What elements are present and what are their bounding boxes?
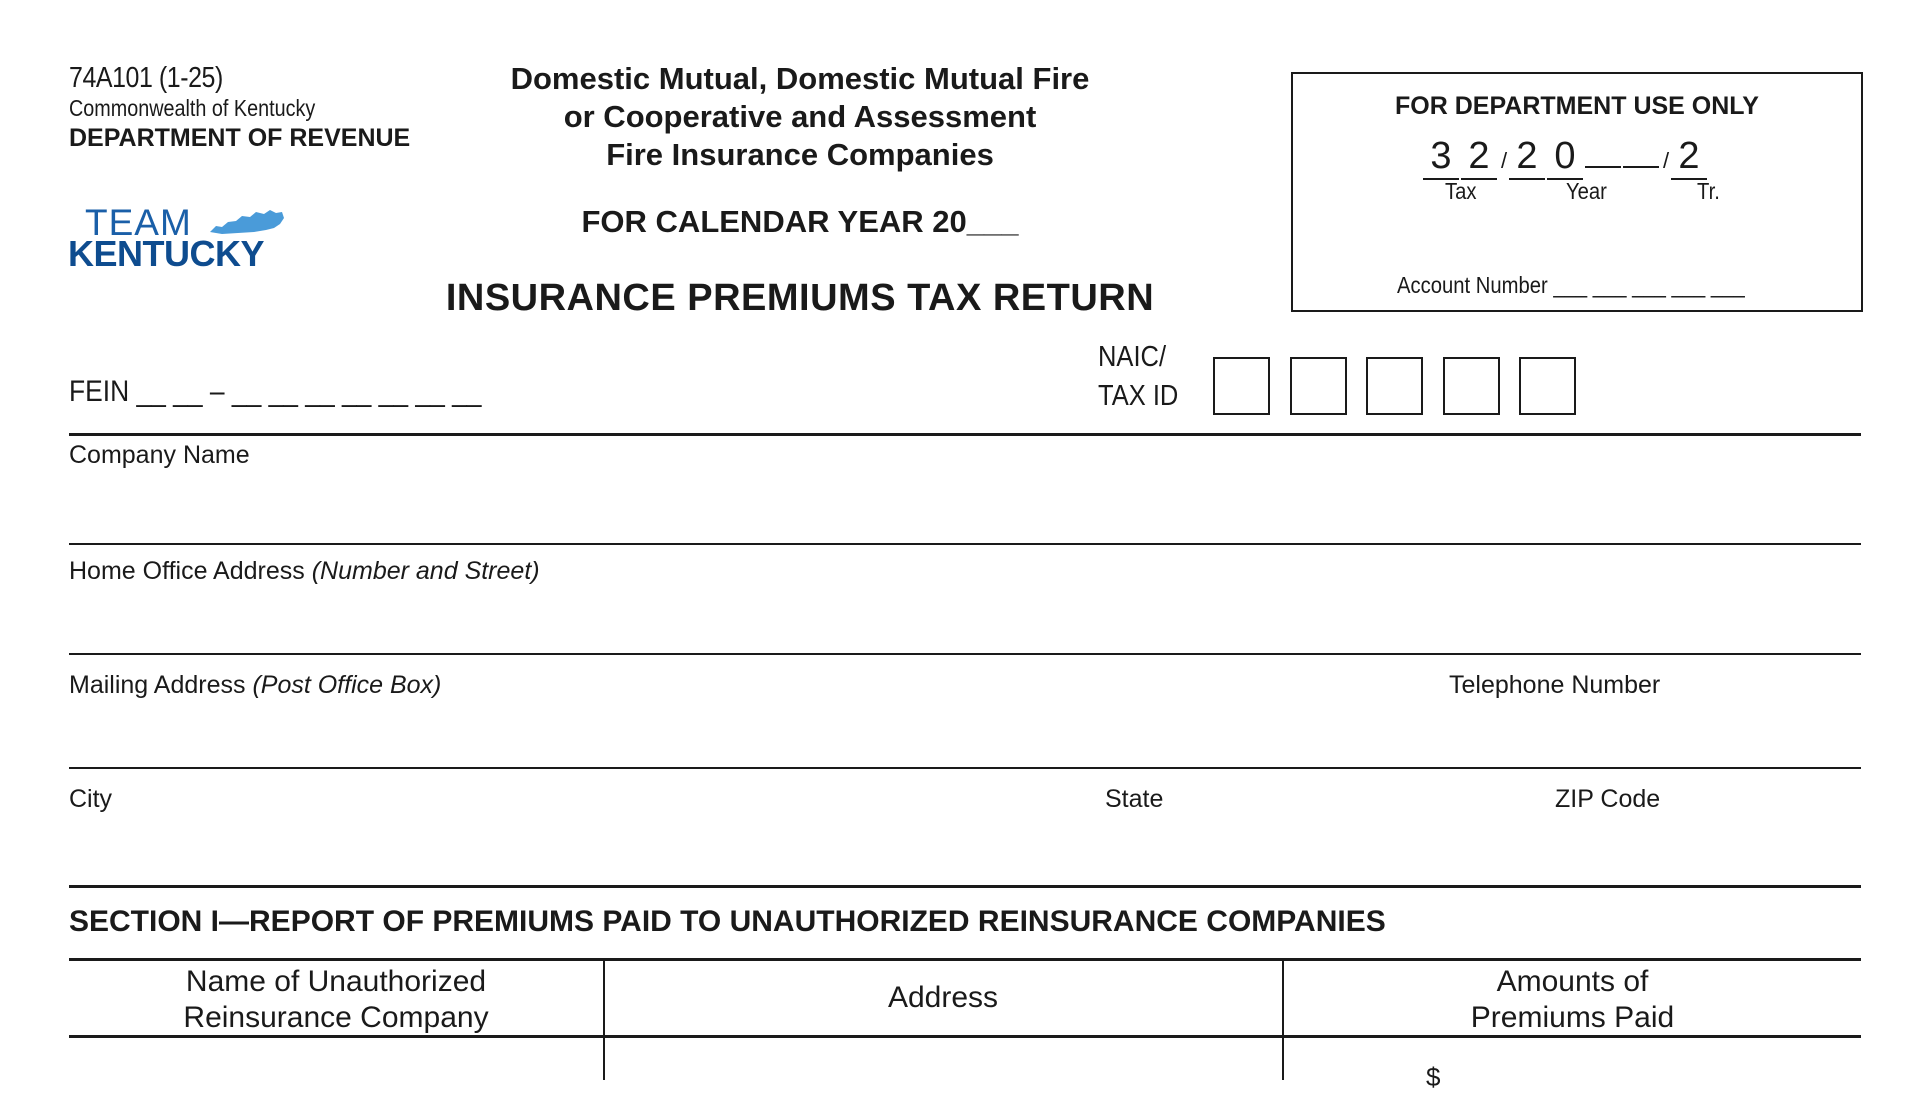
column-divider: [1282, 960, 1284, 1080]
commonwealth-label: Commonwealth of Kentucky: [69, 95, 316, 121]
col1-line-2: Reinsurance Company: [183, 1001, 489, 1034]
home-office-note: (Number and Street): [311, 557, 540, 585]
col1-line-1: Name of Unauthorized: [185, 965, 487, 998]
department-use-box: [1291, 72, 1863, 312]
title-line-3: Fire Insurance Companies: [606, 137, 994, 172]
company-name-line[interactable]: [69, 543, 1861, 545]
title-line-1: Domestic Mutual, Domestic Mutual Fire: [510, 61, 1090, 96]
col3-line-1: Amounts of: [1496, 965, 1649, 998]
logo-kentucky-text: KENTUCKY: [68, 233, 265, 274]
account-number-field[interactable]: Account Number ___ ___ ___ ___ ___: [1397, 272, 1745, 298]
form-title-block: [480, 60, 1120, 174]
year-digit-1: 2: [1509, 134, 1545, 180]
header-left: [69, 62, 410, 154]
naic-box-2[interactable]: [1290, 357, 1347, 415]
tr-label: Tr.: [1697, 178, 1720, 204]
naic-label-line-2: TAX ID: [1098, 380, 1179, 412]
kentucky-state-icon: [208, 208, 286, 236]
section-1-title: SECTION I—REPORT OF PREMIUMS PAID TO UNAUTHORIZED REINSURANCE COMPANIES: [69, 905, 1386, 938]
telephone-label: Telephone Number: [1449, 671, 1661, 699]
slash-separator: /: [1500, 148, 1508, 173]
divider: [69, 433, 1861, 436]
year-label: Year: [1566, 178, 1607, 204]
naic-label-line-1: NAIC/: [1098, 341, 1167, 373]
naic-tax-id-label: [1098, 338, 1178, 416]
year-digit-4[interactable]: [1623, 122, 1659, 168]
column-divider: [603, 960, 605, 1080]
fein-field[interactable]: FEIN __ __ – __ __ __ __ __ __ __: [69, 375, 482, 408]
col3-line-2: Premiums Paid: [1470, 1001, 1675, 1034]
naic-box-3[interactable]: [1366, 357, 1423, 415]
naic-box-1[interactable]: [1213, 357, 1270, 415]
mailing-note: (Post Office Box): [252, 671, 442, 699]
zip-label: ZIP Code: [1555, 785, 1661, 813]
header-bottom-rule: [69, 1035, 1861, 1038]
home-office-line[interactable]: [69, 653, 1861, 655]
form-number: 74A101 (1-25): [69, 62, 223, 94]
tax-label: Tax: [1445, 178, 1477, 204]
team-kentucky-logo: [68, 202, 308, 276]
section-1-top-rule: [69, 958, 1861, 961]
naic-box-5[interactable]: [1519, 357, 1576, 415]
col-reinsurer-name-header: [69, 964, 603, 1036]
col-address-header: Address: [887, 981, 999, 1014]
dollar-sign: $: [1426, 1062, 1441, 1092]
city-label: City: [69, 785, 113, 813]
tr-digit: 2: [1671, 134, 1707, 180]
mailing-text: Mailing Address: [69, 671, 246, 699]
tax-digit-1: 3: [1423, 134, 1459, 180]
title-line-2: or Cooperative and Assessment: [563, 99, 1037, 134]
tax-year-tr-code: [1423, 122, 1709, 180]
mailing-line[interactable]: [69, 767, 1861, 769]
naic-box-4[interactable]: [1443, 357, 1500, 415]
col-premiums-header: [1284, 964, 1861, 1036]
department-label: DEPARTMENT OF REVENUE: [69, 124, 411, 152]
calendar-year-field[interactable]: FOR CALENDAR YEAR 20___: [581, 204, 1019, 239]
logo-team-text: TEAM: [85, 202, 192, 243]
slash-separator: /: [1662, 148, 1670, 173]
home-office-label: [69, 557, 540, 586]
company-name-label: Company Name: [69, 441, 250, 469]
city-line[interactable]: [69, 885, 1861, 888]
tax-digit-2: 2: [1461, 134, 1497, 180]
main-title: INSURANCE PREMIUMS TAX RETURN: [445, 277, 1155, 319]
year-digit-2: 0: [1547, 134, 1583, 180]
dept-box-title: FOR DEPARTMENT USE ONLY: [1395, 92, 1759, 120]
home-office-text: Home Office Address: [69, 557, 305, 585]
year-digit-3[interactable]: [1585, 122, 1621, 168]
state-label: State: [1105, 785, 1164, 813]
mailing-address-label: [69, 671, 441, 700]
